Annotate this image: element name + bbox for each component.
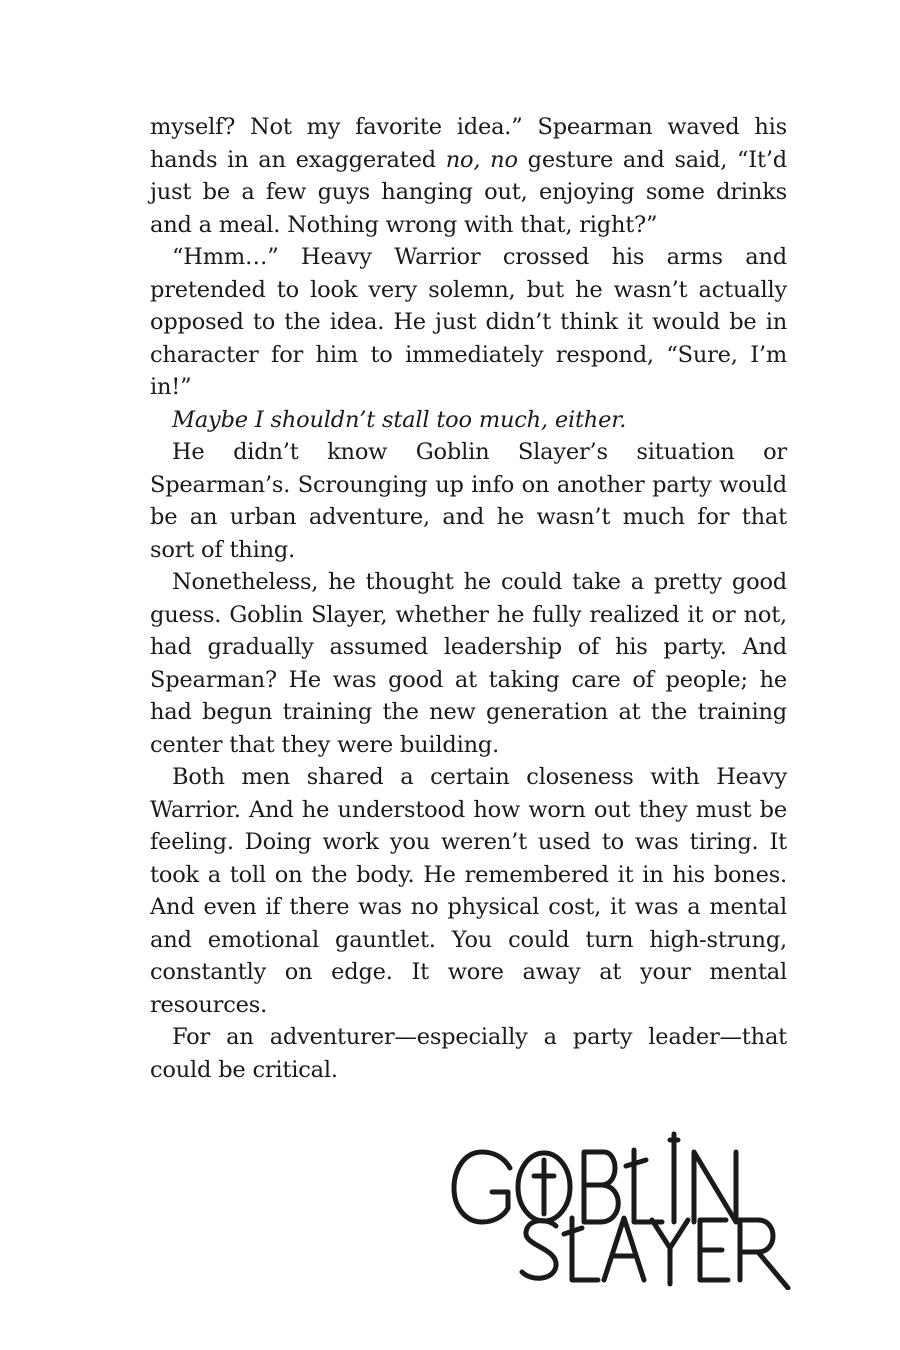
paragraph	[150, 404, 787, 437]
paragraph	[150, 241, 787, 404]
text-run: Both men shared a certain closeness with Heavy Warrior. And he understood how worn out they must be feeling. Doing work you weren’t used to was tiring. It took a toll on the body. He remembered it in his bones. And even if there was no physical cost, it was a mental and emotional gauntlet. You could turn high-strung, constantly on edge. It wore away at your mental resources.	[150, 764, 787, 1018]
italic-text: no, no	[445, 146, 518, 173]
text-run: He didn’t know Goblin Slayer’s situation or Spearman’s. Scrounging up info on another party would be an urban adventure, and he wasn’t much for that sort of thing.	[150, 439, 787, 563]
paragraph	[150, 761, 787, 1021]
logo-graphic	[448, 1130, 818, 1290]
text-run: myself? Not my favorite idea.” Spearman waved his hands in an exaggerated	[150, 114, 787, 173]
paragraph	[150, 436, 787, 566]
paragraph	[150, 111, 787, 241]
text-run: For an adventurer—especially a party leader—that could be critical.	[150, 1024, 787, 1083]
goblin-slayer-logo	[448, 1130, 818, 1290]
paragraph	[150, 566, 787, 761]
logo-line2	[522, 1218, 788, 1288]
logo-line1	[454, 1134, 736, 1222]
paragraph	[150, 1021, 787, 1086]
text-run: gesture and said, “It’d just be a few guys hanging out, enjoying some drinks and a meal. Nothing wrong with that, right?”	[150, 146, 787, 238]
text-run: Nonetheless, he thought he could take a pretty good guess. Goblin Slayer, whether he fully realized it or not, had gradually assumed leadership of his party. And Spearman? He was good at taking care of people; he had begun training the new generation at the training center that they were building.	[150, 569, 787, 758]
text-run: “Hmm…” Heavy Warrior crossed his arms and pretended to look very solemn, but he wasn’t actually opposed to the idea. He just didn’t think it would be in character for him to immediately respond, “Sure, I’m in!”	[150, 244, 787, 400]
italic-text: Maybe I shouldn’t stall too much, either.	[172, 406, 627, 433]
body-text	[150, 111, 787, 1086]
